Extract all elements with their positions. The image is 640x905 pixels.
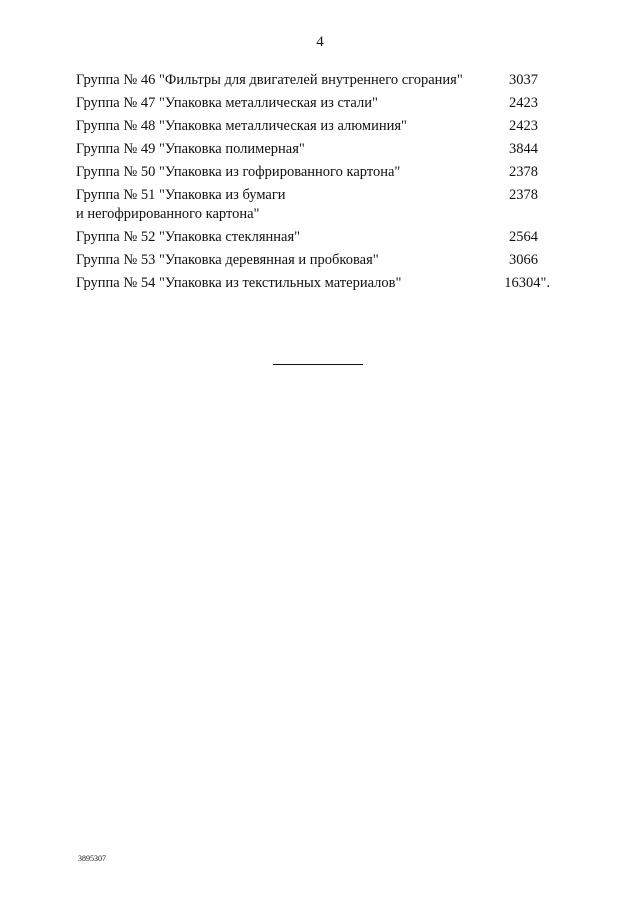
document-id: 3895307	[78, 854, 106, 863]
group-row	[76, 71, 556, 90]
group-label: Группа № 53 "Упаковка деревянная и пробковая"	[76, 252, 379, 268]
group-row	[76, 186, 556, 224]
group-value: 2564	[509, 229, 538, 245]
group-row	[76, 117, 556, 136]
group-value: 2378	[509, 164, 538, 180]
group-label: Группа № 49 "Упаковка полимерная"	[76, 141, 305, 157]
group-label: Группа № 46 "Фильтры для двигателей внутреннего сгорания"	[76, 72, 463, 88]
group-label: Группа № 51 "Упаковка из бумаги и негофрированного картона"	[76, 187, 286, 222]
group-list	[76, 71, 556, 297]
group-value: 2378	[509, 187, 538, 203]
group-row	[76, 140, 556, 159]
group-value: 3066	[509, 252, 538, 268]
group-row	[76, 163, 556, 182]
group-value: 3844	[509, 141, 538, 157]
group-label: Группа № 47 "Упаковка металлическая из стали"	[76, 95, 378, 111]
group-label: Группа № 52 "Упаковка стеклянная"	[76, 229, 301, 245]
group-label: Группа № 48 "Упаковка металлическая из алюминия"	[76, 118, 407, 134]
group-row	[76, 94, 556, 113]
page-number: 4	[316, 34, 324, 50]
group-value: 3037	[509, 72, 538, 88]
group-row	[76, 251, 556, 270]
separator-line	[273, 364, 363, 365]
group-label: Группа № 54 "Упаковка из текстильных материалов"	[76, 275, 402, 291]
group-value: 16304".	[504, 275, 550, 291]
group-value: 2423	[509, 95, 538, 111]
group-value: 2423	[509, 118, 538, 134]
group-row	[76, 228, 556, 247]
group-row	[76, 274, 556, 293]
group-label: Группа № 50 "Упаковка из гофрированного картона"	[76, 164, 401, 180]
